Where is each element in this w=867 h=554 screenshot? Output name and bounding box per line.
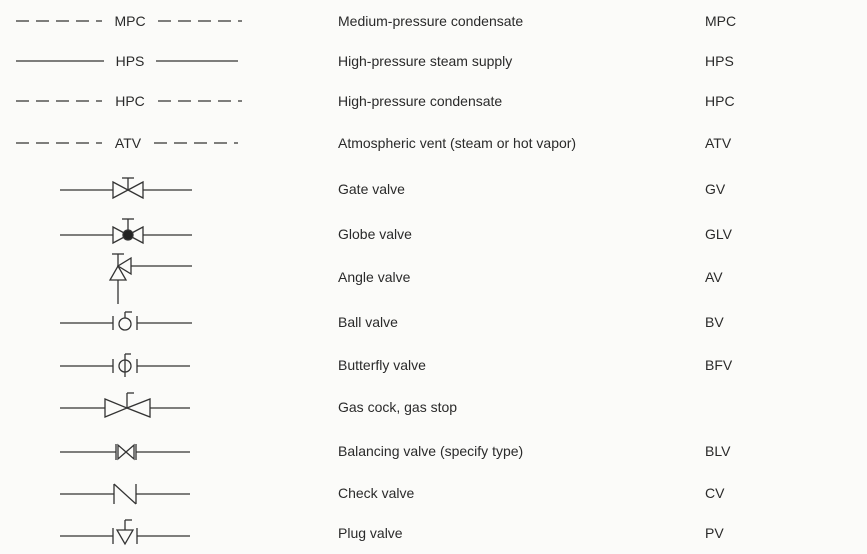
line-label: HPS bbox=[115, 53, 145, 69]
legend-row-globe-valve bbox=[0, 215, 867, 255]
legend-row-ball-valve bbox=[0, 303, 867, 343]
legend-row-atv bbox=[0, 124, 867, 164]
legend-description: High-pressure condensate bbox=[338, 93, 503, 109]
legend-abbreviation: BLV bbox=[705, 443, 731, 459]
legend-description: Medium-pressure condensate bbox=[338, 13, 524, 29]
legend-row-hpc bbox=[0, 82, 867, 122]
legend-abbreviation: MPC bbox=[705, 13, 737, 29]
legend-description: Gas cock, gas stop bbox=[338, 399, 458, 415]
hps-line-symbol bbox=[0, 42, 300, 82]
legend-description: Atmospheric vent (steam or hot vapor) bbox=[338, 135, 577, 151]
ball-valve-icon bbox=[0, 303, 300, 343]
ball-valve-symbol bbox=[0, 303, 300, 343]
butterfly-valve-icon bbox=[0, 346, 300, 386]
balancing-valve-symbol bbox=[0, 432, 300, 472]
legend-row-hps bbox=[0, 42, 867, 82]
check-valve-icon bbox=[0, 474, 300, 514]
line-label: MPC bbox=[114, 13, 146, 29]
plug-valve-icon bbox=[0, 514, 300, 554]
legend-description: Butterfly valve bbox=[338, 357, 426, 373]
legend-row-butterfly-valve bbox=[0, 346, 867, 386]
legend-description: Angle valve bbox=[338, 269, 411, 285]
balancing-valve-icon bbox=[0, 432, 300, 472]
globe-valve-symbol bbox=[0, 215, 300, 255]
legend-abbreviation: AV bbox=[705, 269, 723, 285]
line-label: HPC bbox=[115, 93, 145, 109]
hpc-line-symbol bbox=[0, 82, 300, 122]
legend-description: Plug valve bbox=[338, 525, 403, 541]
legend-abbreviation: HPC bbox=[705, 93, 735, 109]
legend-description: Ball valve bbox=[338, 314, 398, 330]
check-valve-symbol bbox=[0, 474, 300, 514]
legend-row-mpc bbox=[0, 2, 867, 42]
legend-row-plug-valve bbox=[0, 514, 867, 554]
atv-line-symbol bbox=[0, 124, 300, 164]
legend-abbreviation: PV bbox=[705, 525, 724, 541]
mpc-line-symbol bbox=[0, 2, 300, 42]
gate-valve-symbol bbox=[0, 170, 300, 210]
legend-description: Check valve bbox=[338, 485, 415, 501]
legend-abbreviation: ATV bbox=[705, 135, 732, 151]
legend-row-angle-valve bbox=[0, 250, 867, 306]
legend-description: Gate valve bbox=[338, 181, 405, 197]
line-label: ATV bbox=[114, 135, 142, 151]
legend-abbreviation: GLV bbox=[705, 226, 732, 242]
legend-row-check-valve bbox=[0, 474, 867, 514]
butterfly-valve-symbol bbox=[0, 346, 300, 386]
gate-valve-icon bbox=[0, 170, 300, 210]
legend-description: High-pressure steam supply bbox=[338, 53, 513, 69]
legend-row-gate-valve bbox=[0, 170, 867, 210]
angle-valve-icon bbox=[0, 250, 300, 306]
legend-description: Balancing valve (specify type) bbox=[338, 443, 524, 459]
legend-abbreviation: CV bbox=[705, 485, 725, 501]
legend-abbreviation: BV bbox=[705, 314, 724, 330]
legend-description: Globe valve bbox=[338, 226, 412, 242]
legend-abbreviation: HPS bbox=[705, 53, 734, 69]
legend-abbreviation: GV bbox=[705, 181, 726, 197]
legend-row-gas-cock bbox=[0, 388, 867, 428]
angle-valve-symbol bbox=[0, 250, 300, 306]
gas-cock-symbol bbox=[0, 388, 300, 428]
gas-cock-icon bbox=[0, 388, 300, 428]
plug-valve-symbol bbox=[0, 514, 300, 554]
legend-abbreviation: BFV bbox=[705, 357, 733, 373]
legend-row-balancing-valve bbox=[0, 432, 867, 472]
globe-valve-icon bbox=[0, 215, 300, 255]
